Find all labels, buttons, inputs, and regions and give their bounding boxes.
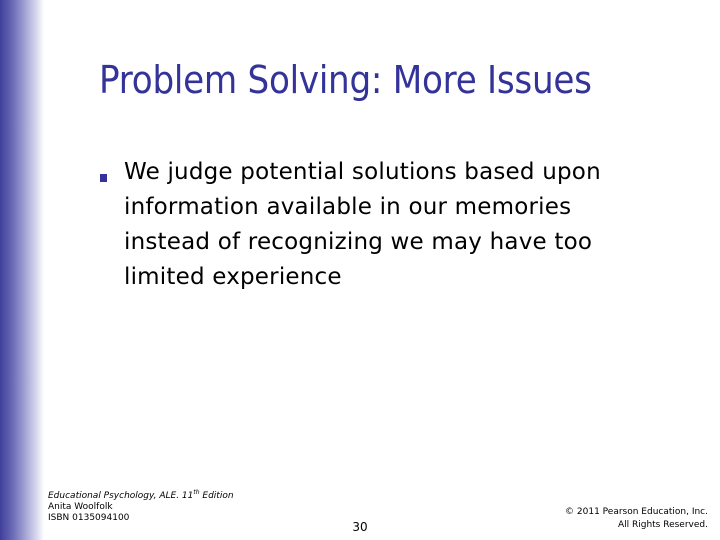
book-title: Educational Psychology, ALE. 11 (48, 491, 194, 501)
book-title-line (48, 491, 234, 502)
book-author: Anita Woolfolk (48, 502, 113, 512)
book-edition-sup: th (193, 489, 200, 496)
copyright-notice (565, 506, 708, 532)
book-isbn: ISBN 0135094100 (48, 513, 130, 523)
bullet-text: We judge potential solutions based upon information available in our memories instead of recognizing we may have too limited experience (124, 159, 601, 290)
bullet-square-icon (100, 174, 107, 182)
book-citation (48, 491, 234, 524)
slide-title: Problem Solving: More Issues (99, 58, 592, 102)
copyright-line-2: All Rights Reserved. (617, 520, 708, 530)
page-number: 30 (352, 520, 368, 534)
left-gradient-band (0, 0, 44, 540)
book-edition-suffix: Edition (199, 491, 234, 501)
copyright-line-1: © 2011 Pearson Education, Inc. (565, 507, 708, 517)
